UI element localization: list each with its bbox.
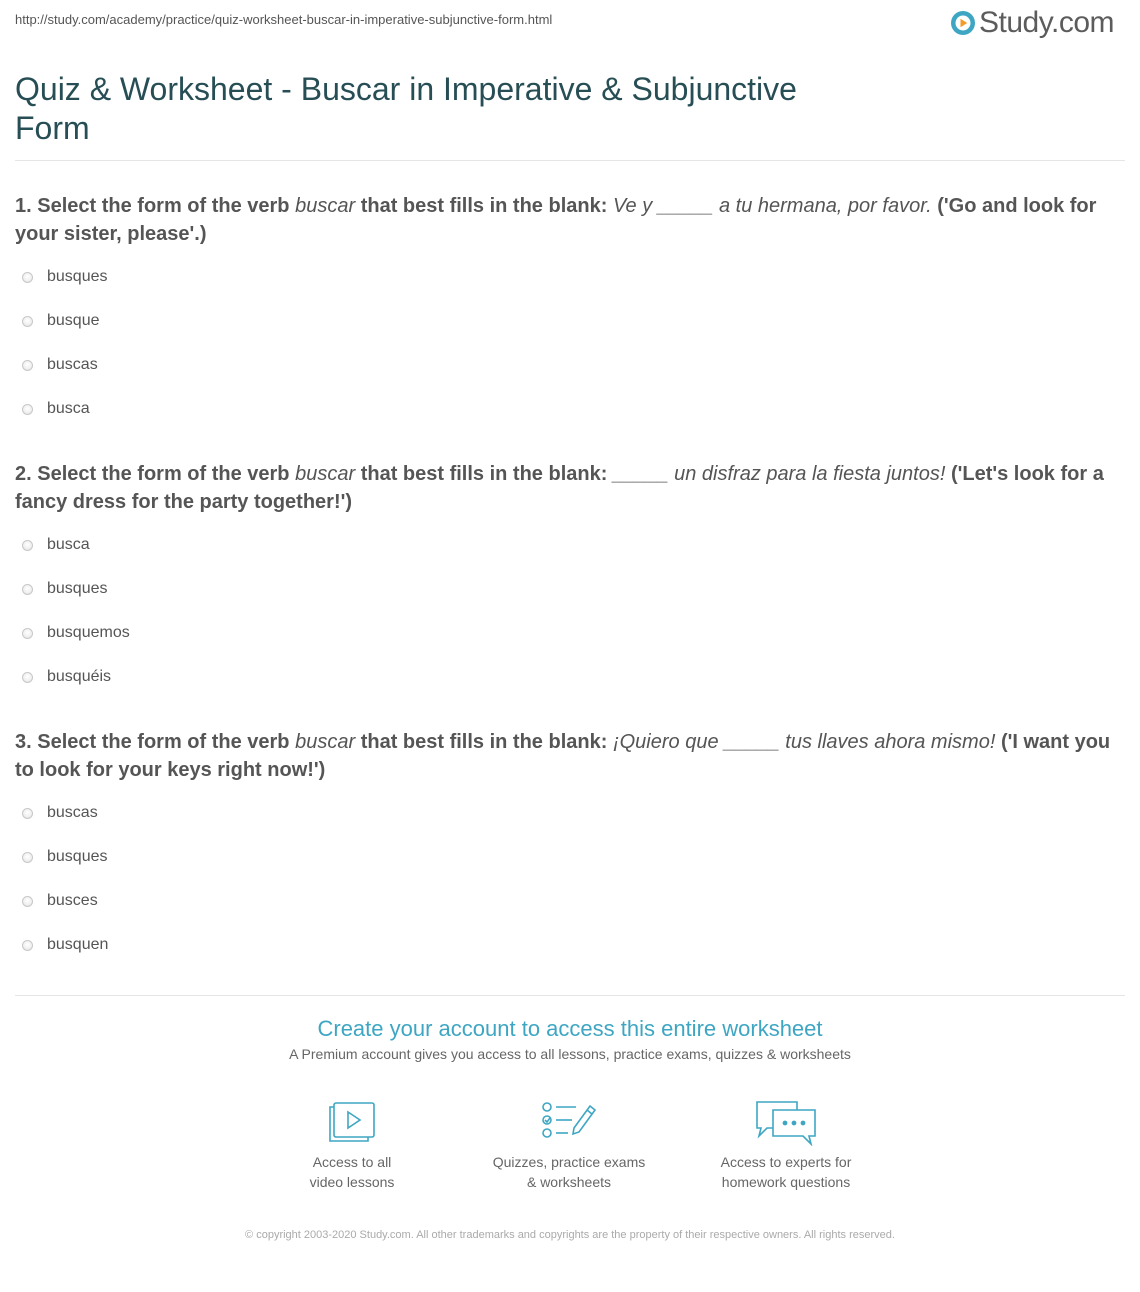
question-number: 1.: [15, 195, 32, 217]
question-lead: Select the form of the verb: [37, 731, 290, 753]
option-label: busques: [47, 268, 108, 285]
question-1: [15, 192, 1125, 248]
radio-button[interactable]: [22, 584, 33, 595]
answer-option[interactable]: [22, 343, 108, 387]
question-2: [15, 460, 1125, 516]
radio-button[interactable]: [22, 896, 33, 907]
question-verb: buscar: [295, 731, 356, 753]
question-middle: that best fills in the blank:: [360, 731, 608, 753]
feature-line: & worksheets: [526, 1174, 612, 1190]
radio-button[interactable]: [22, 272, 33, 283]
feature-line: Access to experts for: [720, 1154, 852, 1170]
option-label: busquen: [47, 936, 109, 953]
logo-wordmark: Study.com: [979, 6, 1114, 39]
option-label: busques: [47, 580, 108, 597]
radio-button[interactable]: [22, 316, 33, 327]
answer-option[interactable]: [22, 655, 130, 699]
question-verb: buscar: [295, 195, 356, 217]
question-verb: buscar: [295, 463, 356, 485]
option-label: buscas: [47, 804, 98, 821]
option-label: busquéis: [47, 668, 112, 685]
quizzes-checklist-icon: [540, 1098, 598, 1146]
feature-video-lessons: [252, 1098, 452, 1192]
feature-experts: [686, 1098, 886, 1192]
radio-button[interactable]: [22, 672, 33, 683]
question-lead: Select the form of the verb: [37, 195, 290, 217]
question-1-options: [22, 255, 108, 431]
cta-link[interactable]: Create your account to access this entire worksheet: [317, 1016, 823, 1041]
question-3: [15, 728, 1125, 784]
answer-option[interactable]: [22, 791, 108, 835]
radio-button[interactable]: [22, 540, 33, 551]
feature-line: video lessons: [309, 1174, 395, 1190]
option-label: busca: [47, 536, 90, 553]
page-url: http://study.com/academy/practice/quiz-worksheet-buscar-in-imperative-subjunctive-form.html: [15, 12, 553, 27]
question-middle: that best fills in the blank:: [360, 463, 608, 485]
question-number: 2.: [15, 463, 32, 485]
question-translation: ('I want you to look for your keys right now!'): [15, 731, 1111, 781]
option-label: busques: [47, 848, 108, 865]
radio-button[interactable]: [22, 404, 33, 415]
feature-line: Access to all: [312, 1154, 392, 1170]
answer-option[interactable]: [22, 523, 130, 567]
option-label: busquemos: [47, 624, 130, 641]
page-title: Quiz & Worksheet - Buscar in Imperative & Subjunctive Form: [15, 71, 797, 146]
option-label: busque: [47, 312, 100, 329]
study-logo[interactable]: [950, 6, 1114, 40]
question-sentence: _____ un disfraz para la fiesta juntos!: [612, 463, 946, 485]
answer-option[interactable]: [22, 923, 108, 967]
answer-option[interactable]: [22, 299, 108, 343]
answer-option[interactable]: [22, 835, 108, 879]
signup-cta: [0, 1016, 1140, 1062]
radio-button[interactable]: [22, 360, 33, 371]
question-translation: ('Go and look for your sister, please'.): [15, 195, 1097, 245]
title-divider: [15, 160, 1125, 161]
option-label: busca: [47, 400, 90, 417]
answer-option[interactable]: [22, 255, 108, 299]
feature-line: Quizzes, practice exams: [492, 1154, 646, 1170]
video-lessons-icon: [326, 1098, 378, 1146]
question-sentence: ¡Quiero que _____ tus llaves ahora mismo!: [612, 731, 996, 753]
copyright-notice: © copyright 2003-2020 Study.com. All other trademarks and copyrights are the property of their respective owners. All rights reserved.: [245, 1229, 895, 1241]
chat-bubbles-icon: [753, 1098, 819, 1146]
radio-button[interactable]: [22, 940, 33, 951]
question-lead: Select the form of the verb: [37, 463, 290, 485]
option-label: buscas: [47, 356, 98, 373]
feature-quizzes: [469, 1098, 669, 1192]
question-2-options: [22, 523, 130, 699]
content-divider: [15, 995, 1125, 996]
question-3-options: [22, 791, 108, 967]
question-translation: ('Let's look for a fancy dress for the party together!'): [15, 463, 1104, 513]
answer-option[interactable]: [22, 567, 130, 611]
answer-option[interactable]: [22, 879, 108, 923]
option-label: busces: [47, 892, 98, 909]
radio-button[interactable]: [22, 852, 33, 863]
radio-button[interactable]: [22, 628, 33, 639]
answer-option[interactable]: [22, 611, 130, 655]
answer-option[interactable]: [22, 387, 108, 431]
question-sentence: Ve y _____ a tu hermana, por favor.: [612, 195, 932, 217]
feature-line: homework questions: [721, 1174, 851, 1190]
radio-button[interactable]: [22, 808, 33, 819]
question-number: 3.: [15, 731, 32, 753]
question-middle: that best fills in the blank:: [360, 195, 608, 217]
cta-subtitle: A Premium account gives you access to all lessons, practice exams, quizzes & worksheets: [289, 1046, 851, 1062]
play-logo-icon: [950, 10, 976, 36]
